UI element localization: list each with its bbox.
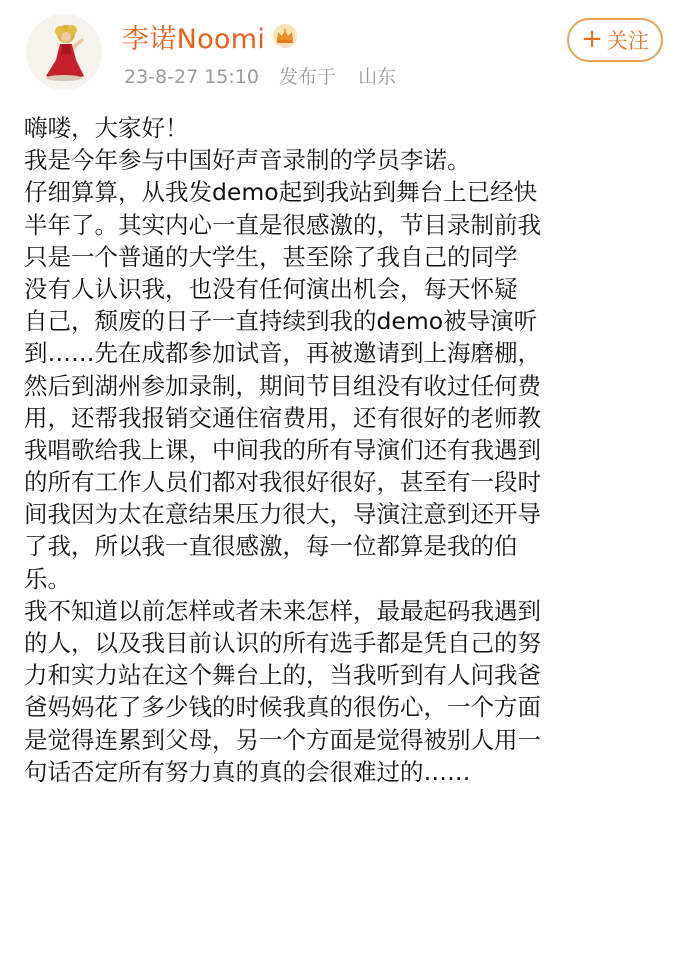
post-header — [0, 0, 690, 100]
post-line: 自己，颓废的日子一直持续到我的demo被导演听 — [24, 307, 538, 336]
post-line: 只是一个普通的大学生，甚至除了我自己的同学 — [24, 242, 518, 271]
username-row — [122, 18, 299, 54]
published-prefix: 发布于 — [279, 66, 337, 88]
post-meta — [124, 62, 396, 89]
post-line: 嗨喽，大家好！ — [24, 114, 189, 142]
post-line: 的所有工作人员们都对我很好很好，甚至有一段时 — [24, 468, 541, 497]
post-line: 了我，所以我一直很感激，每一位都算是我的伯 — [24, 532, 518, 561]
post-line: 句话否定所有努力真的真的会很难过的…… — [24, 757, 471, 786]
follow-button[interactable] — [567, 18, 663, 62]
post-timestamp: 23-8-27 15:10 — [124, 66, 259, 88]
post-body — [24, 112, 674, 788]
post-line: 我是今年参与中国好声音录制的学员李诺。 — [24, 146, 471, 175]
post-line: 是觉得连累到父母，另一个方面是觉得被别人用一 — [24, 725, 541, 754]
post-line: 我不知道以前怎样或者未来怎样，最最起码我遇到 — [24, 596, 541, 625]
plus-icon: + — [581, 24, 603, 54]
post-line: 没有人认识我，也没有任何演出机会，每天怀疑 — [24, 274, 518, 303]
avatar-figure-icon — [26, 14, 102, 90]
post-line: 然后到湖州参加录制，期间节目组没有收过任何费 — [24, 371, 541, 400]
post-location: 山东 — [358, 66, 397, 88]
follow-label: 关注 — [606, 29, 649, 53]
post-line: 到……先在成都参加试音，再被邀请到上海磨棚， — [24, 339, 541, 368]
username[interactable]: 李诺Noomi — [122, 23, 266, 55]
post-line: 用，还帮我报销交通住宿费用，还有很好的老师教 — [24, 403, 541, 432]
post-line: 力和实力站在这个舞台上的，当我听到有人问我爸 — [24, 661, 541, 690]
post-line: 的人，以及我目前认识的所有选手都是凭自己的努 — [24, 629, 541, 657]
post-line: 仔细算算，从我发demo起到我站到舞台上已经快 — [24, 178, 538, 207]
post-line: 爸妈妈花了多少钱的时候我真的很伤心，一个方面 — [24, 693, 541, 722]
post-line: 间我因为太在意结果压力很大，导演注意到还开导 — [24, 500, 541, 529]
crown-icon — [271, 23, 299, 49]
post-line: 半年了。其实内心一直是很感激的，节目录制前我 — [24, 210, 541, 239]
avatar[interactable] — [26, 14, 102, 90]
post-line: 乐。 — [24, 564, 71, 593]
post-line: 我唱歌给我上课，中间我的所有导演们还有我遇到 — [24, 435, 541, 464]
